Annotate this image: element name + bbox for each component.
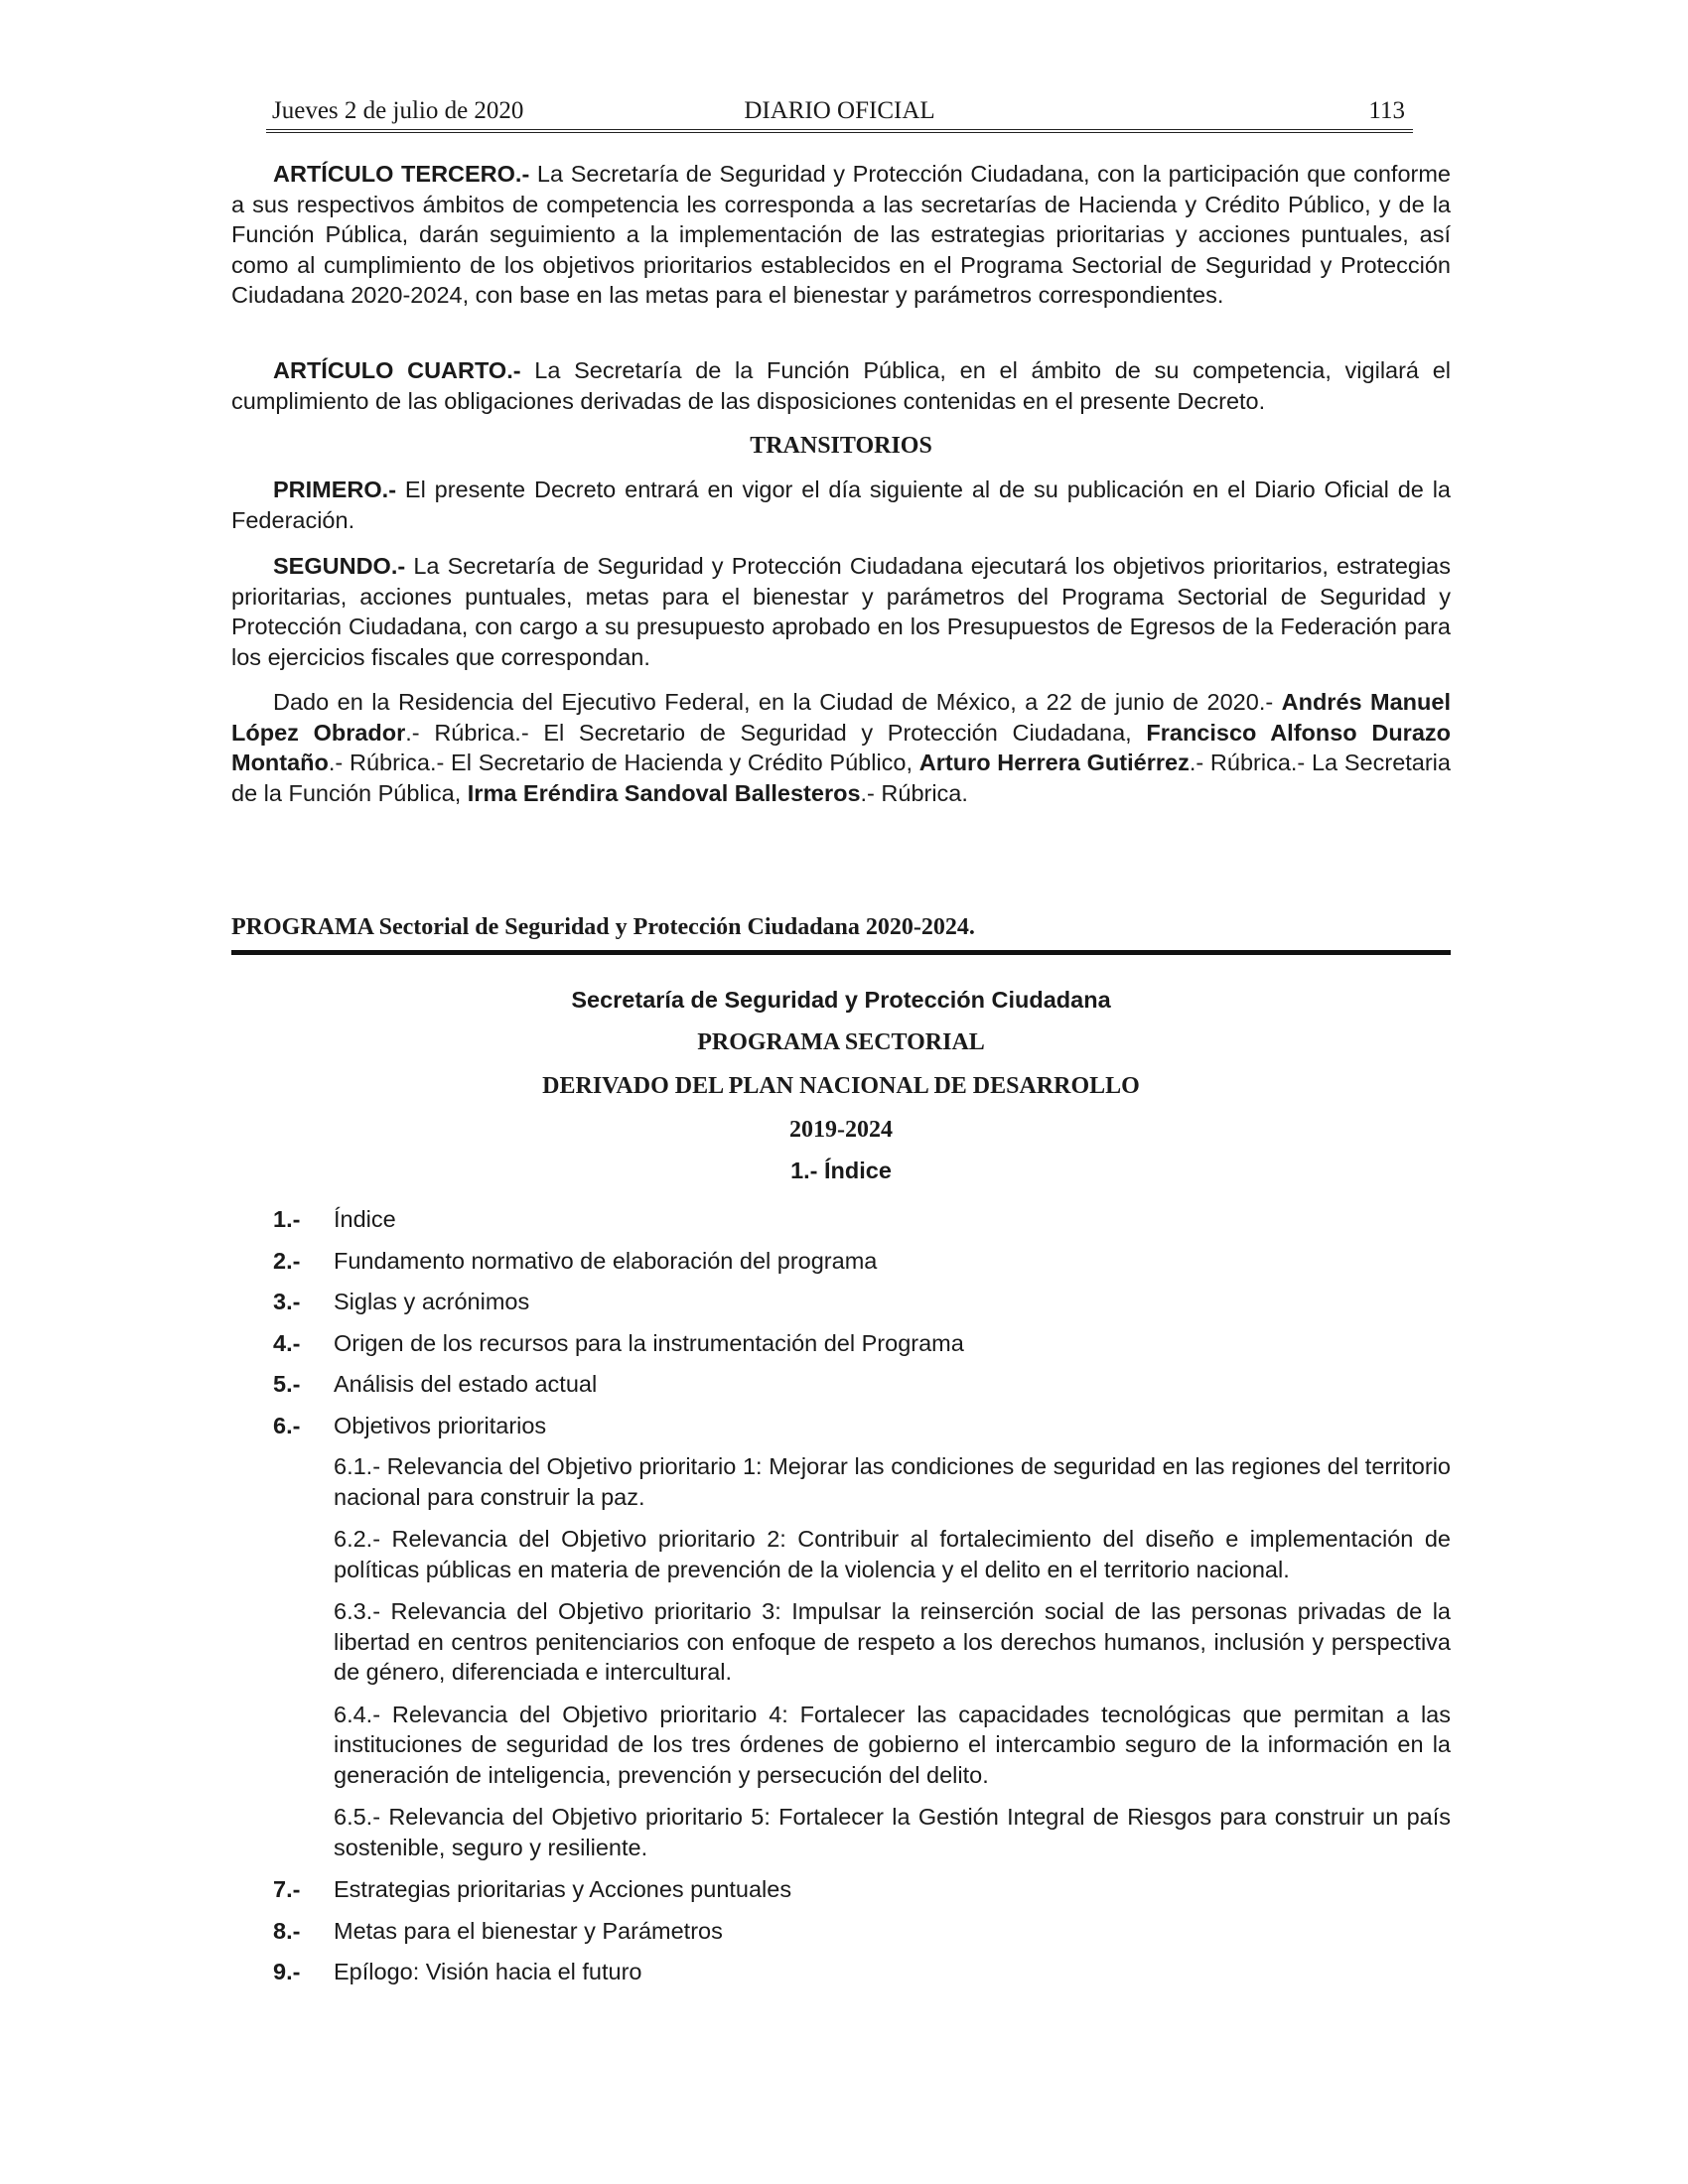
toc-item-text: Origen de los recursos para la instrumentación del Programa: [334, 1329, 964, 1356]
programa-sectorial-heading: PROGRAMA SECTORIAL: [697, 1029, 985, 1055]
toc-item: [231, 1874, 1451, 1905]
article-tercero-text: La Secretaría de Seguridad y Protección Ciudadana, con la participación que conforme a sus respectivos ámbitos de competencia les corresponda a las secretarías de Hacienda y Crédito Público, y de la Función Pública, darán seguimiento a la implementación de las estrategias prioritarias y acciones puntuales, así como al cumplimiento de los objetivos prioritarios establecidos en el Programa Sectorial de Seguridad y Protección Ciudadana 2020-2024, con base en las metas para el bienestar y parámetros correspondientes.: [231, 161, 1451, 308]
toc-item-number: 4.-: [273, 1329, 301, 1356]
plan-nacional-heading: DERIVADO DEL PLAN NACIONAL DE DESARROLLO: [542, 1073, 1140, 1099]
transitorio-segundo: [231, 551, 1451, 672]
program-section-title: [231, 914, 1451, 955]
toc-item-text: Índice: [334, 1206, 396, 1232]
toc-item-text: Siglas y acrónimos: [334, 1289, 530, 1314]
period-heading: 2019-2024: [789, 1117, 893, 1143]
toc-item-text: Metas para el bienestar y Parámetros: [334, 1917, 723, 1944]
toc-item-text: Objetivos prioritarios: [334, 1412, 547, 1438]
header-page-number: 113: [1368, 97, 1405, 124]
signature-text-1: Dado en la Residencia del Ejecutivo Federal, en la Ciudad de México, a 22 de junio de 2020.-: [273, 689, 1282, 715]
article-tercero: [231, 159, 1451, 311]
signatory-public-function-secretary: Irma Eréndira Sandoval Ballesteros: [467, 779, 861, 806]
toc-subitem: 6.5.- Relevancia del Objetivo prioritario 5: Fortalecer la Gestión Integral de Riesgos para construir un país sostenible, seguro y resiliente.: [334, 1804, 1451, 1860]
transitorio-primero-label: PRIMERO.-: [273, 477, 397, 502]
program-title-rest: Sectorial de Seguridad y Protección Ciudadana 2020-2024.: [372, 914, 975, 940]
signatory-president: Andrés Manuel López Obrador: [231, 689, 1451, 746]
secretaria-heading: Secretaría de Seguridad y Protección Ciudadana: [571, 987, 1111, 1013]
index-heading: 1.- Índice: [790, 1158, 892, 1183]
toc-item-number: 1.-: [273, 1206, 301, 1232]
toc-item: [231, 1369, 1451, 1400]
toc-subitem: 6.4.- Relevancia del Objetivo prioritario 4: Fortalecer las capacidades tecnológicas que permitan a las instituciones de seguridad de los tres órdenes de gobierno el intercambio seguro de la información en la generación de inteligencia, prevención y persecución del delito.: [334, 1701, 1451, 1788]
toc-item-number: 9.-: [273, 1959, 301, 1984]
article-cuarto-text: La Secretaría de la Función Pública, en el ámbito de su competencia, vigilará el cumplimiento de las obligaciones derivadas de las disposiciones contenidas en el presente Decreto.: [231, 357, 1451, 414]
transitorio-primero: [231, 475, 1451, 535]
toc-item-number: 2.-: [273, 1247, 301, 1274]
toc-item: [231, 1287, 1451, 1317]
program-title-bold: PROGRAMA: [231, 914, 373, 940]
signature-text-5: .- Rúbrica.: [860, 779, 968, 806]
transitorio-segundo-text: La Secretaría de Seguridad y Protección Ciudadana ejecutará los objetivos prioritarios, estrategias prioritarias, acciones puntuales, metas para el bienestar y parámetros del Programa Sectorial de Seguridad y Protección Ciudadana, con cargo a su presupuesto aprobado en los Presupuestos de Egresos de la Federación para los ejercicios fiscales que correspondan.: [231, 553, 1451, 670]
article-tercero-label: ARTÍCULO TERCERO.-: [273, 161, 530, 187]
toc-item: [231, 1246, 1451, 1277]
toc-item-number: 7.-: [273, 1876, 301, 1902]
signature-text-4: .- Rúbrica.- La Secretaria de la Función Pública,: [231, 750, 1451, 806]
toc-item: [231, 1204, 1451, 1235]
toc-item-text: Epílogo: Visión hacia el futuro: [334, 1959, 642, 1984]
signature-text-2: .- Rúbrica.- El Secretario de Seguridad y Protección Ciudadana,: [405, 719, 1147, 746]
article-cuarto: [231, 355, 1451, 416]
toc-subitem: 6.3.- Relevancia del Objetivo prioritario 3: Impulsar la reinserción social de las personas privadas de la libertad en centros penitenciarios con enfoque de respeto a los derechos humanos, inclusión y perspectiva de género, diferenciada e intercultural.: [334, 1598, 1451, 1685]
article-cuarto-label: ARTÍCULO CUARTO.-: [273, 357, 521, 383]
signature-paragraph: [231, 687, 1451, 808]
signature-text-3: .- Rúbrica.- El Secretario de Hacienda y Crédito Público,: [328, 750, 919, 775]
transitorios-heading: TRANSITORIOS: [750, 433, 932, 459]
toc-subitem: 6.2.- Relevancia del Objetivo prioritario 2: Contribuir al fortalecimiento del diseño e implementación de políticas públicas en materia de prevención de la violencia y el delito en el territorio nacional.: [334, 1526, 1451, 1582]
toc-item-number: 5.-: [273, 1371, 301, 1397]
toc-item-number: 6.-: [273, 1412, 301, 1438]
toc-item: [231, 1957, 1451, 1987]
toc-item-text: Análisis del estado actual: [334, 1371, 598, 1397]
toc-item: [231, 1916, 1451, 1947]
signatory-finance-secretary: Arturo Herrera Gutiérrez: [918, 750, 1190, 775]
toc-item-text: Fundamento normativo de elaboración del programa: [334, 1247, 878, 1274]
toc-item-number: 3.-: [273, 1289, 301, 1314]
transitorio-primero-text: El presente Decreto entrará en vigor el día siguiente al de su publicación en el Diario Oficial de la Federación.: [231, 477, 1451, 533]
signatory-security-secretary: Francisco Alfonso Durazo Montaño: [231, 719, 1451, 775]
page-header: [266, 95, 1413, 133]
transitorio-segundo-label: SEGUNDO.-: [273, 553, 406, 579]
header-date: Jueves 2 de julio de 2020: [272, 97, 524, 124]
toc-item-text: Estrategias prioritarias y Acciones puntuales: [334, 1876, 792, 1902]
table-of-contents: [231, 1204, 1451, 1998]
toc-item: [231, 1328, 1451, 1359]
toc-item: [231, 1411, 1451, 1441]
toc-item-number: 8.-: [273, 1917, 301, 1944]
header-journal-name: DIARIO OFICIAL: [744, 97, 935, 124]
toc-subitem: 6.1.- Relevancia del Objetivo prioritario 1: Mejorar las condiciones de seguridad en las regiones del territorio nacional para construir la paz.: [334, 1453, 1451, 1510]
